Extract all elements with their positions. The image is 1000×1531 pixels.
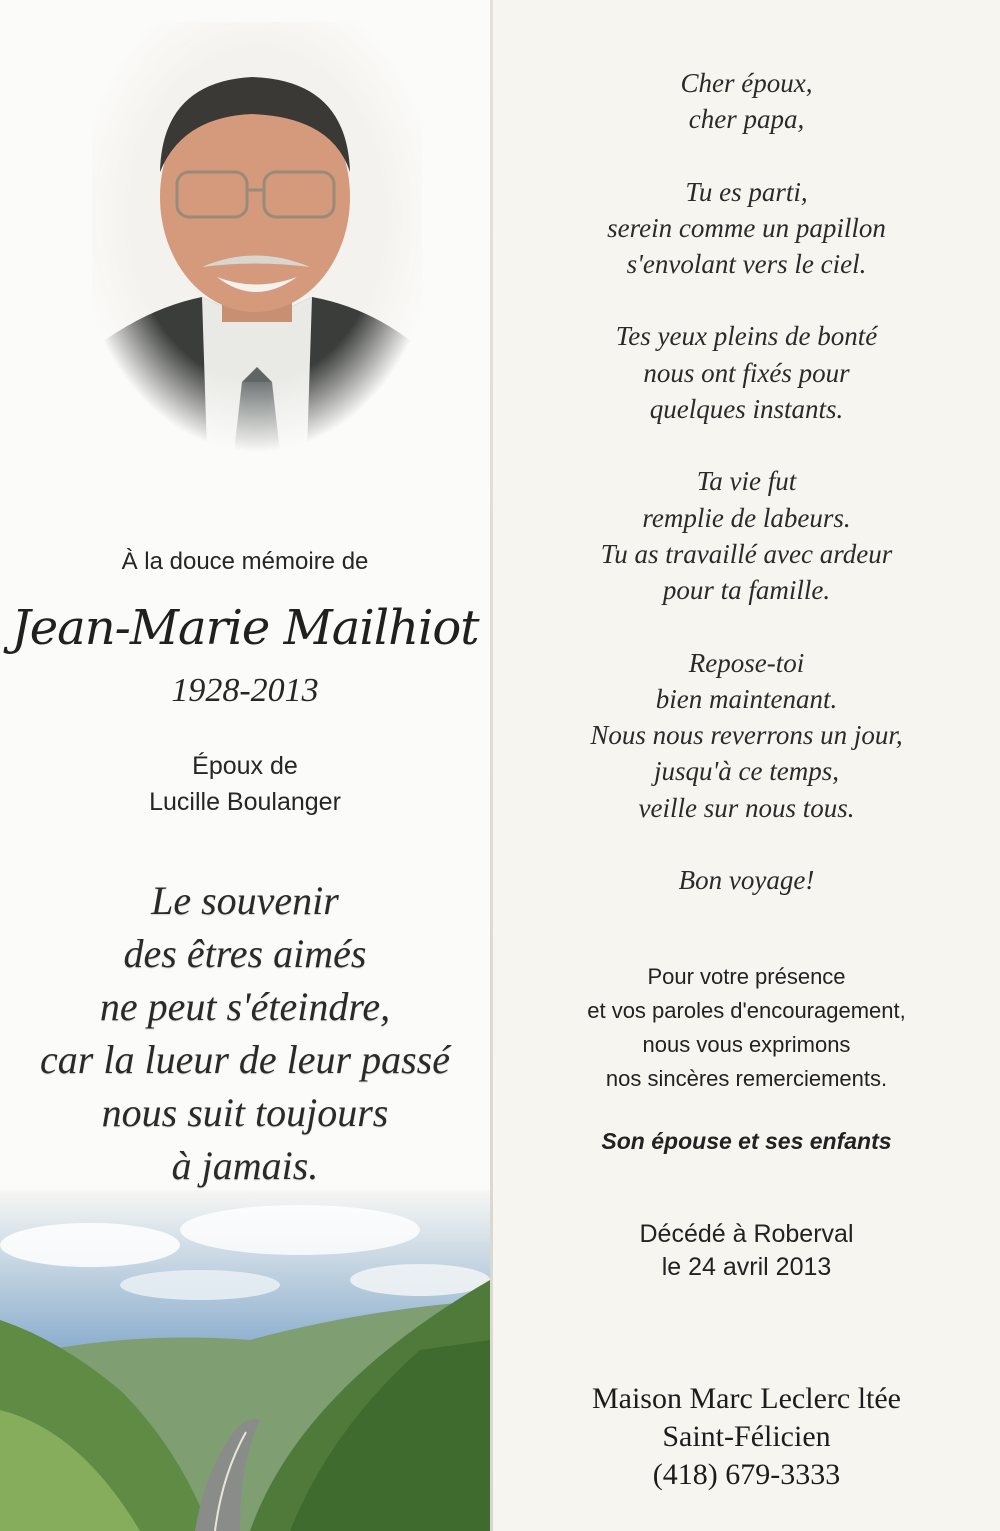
quote-line: Le souvenir bbox=[151, 878, 339, 923]
thanks-line: Pour votre présence bbox=[647, 964, 846, 989]
thanks-line: et vos paroles d'encouragement, bbox=[587, 998, 906, 1023]
poem-line: veille sur nous tous. bbox=[638, 792, 855, 823]
quote-line: car la lueur de leur passé bbox=[40, 1037, 450, 1082]
poem-stanza bbox=[493, 463, 1000, 608]
poem-line: Bon voyage! bbox=[678, 865, 815, 896]
poem-line: pour ta famille. bbox=[662, 575, 831, 606]
family-signature: Son épouse et ses enfants bbox=[601, 1128, 892, 1154]
portrait-photo bbox=[92, 22, 422, 452]
spouse-name: Lucille Boulanger bbox=[149, 788, 341, 816]
thanks-line: nous vous exprimons bbox=[642, 1032, 851, 1057]
poem bbox=[493, 65, 1000, 934]
poem-line: bien maintenant. bbox=[655, 683, 838, 714]
right-panel bbox=[493, 0, 1000, 1531]
thanks-line: nos sincères remerciements. bbox=[605, 1066, 888, 1091]
quote-line: ne peut s'éteindre, bbox=[99, 984, 391, 1029]
quote-line: nous suit toujours bbox=[101, 1090, 389, 1135]
funeral-home bbox=[493, 1380, 1000, 1494]
memory-line: À la douce mémoire de bbox=[121, 548, 369, 575]
poem-line: serein comme un papillon bbox=[607, 212, 886, 243]
poem-line: Tes yeux pleins de bonté bbox=[615, 321, 878, 352]
funeral-home-phone: (418) 679-3333 bbox=[652, 1458, 841, 1491]
death-info bbox=[493, 1218, 1000, 1284]
spouse-block bbox=[0, 748, 490, 820]
poem-line: s'envolant vers le ciel. bbox=[626, 249, 867, 280]
life-years: 1928-2013 bbox=[171, 672, 319, 709]
quote-line: des êtres aimés bbox=[123, 931, 367, 976]
poem-line: cher papa, bbox=[688, 104, 805, 135]
poem-stanza bbox=[493, 862, 1000, 898]
quote-line: à jamais. bbox=[171, 1143, 319, 1188]
poem-line: Nous nous reverrons un jour, bbox=[590, 720, 903, 751]
poem-line: nous ont fixés pour bbox=[643, 357, 850, 388]
left-panel bbox=[0, 0, 490, 1531]
spouse-label: Époux de bbox=[192, 752, 298, 780]
poem-stanza bbox=[493, 318, 1000, 427]
poem-line: remplie de labeurs. bbox=[642, 502, 851, 533]
poem-stanza bbox=[493, 65, 1000, 138]
thanks-message bbox=[493, 960, 1000, 1096]
poem-line: quelques instants. bbox=[649, 394, 844, 425]
funeral-home-city: Saint-Félicien bbox=[662, 1420, 831, 1453]
poem-stanza bbox=[493, 174, 1000, 283]
deceased-name: Jean-Marie Mailhiot bbox=[11, 600, 479, 656]
poem-stanza bbox=[493, 645, 1000, 826]
poem-line: Tu es parti, bbox=[685, 176, 808, 207]
poem-line: Tu as travaillé avec ardeur bbox=[600, 538, 893, 569]
memorial-quote bbox=[0, 874, 490, 1192]
death-date: le 24 avril 2013 bbox=[661, 1253, 832, 1281]
poem-line: Cher époux, bbox=[680, 68, 813, 98]
poem-line: jusqu'à ce temps, bbox=[654, 756, 839, 787]
death-place: Décédé à Roberval bbox=[639, 1220, 854, 1248]
funeral-home-name: Maison Marc Leclerc ltée bbox=[591, 1382, 901, 1415]
poem-line: Ta vie fut bbox=[696, 466, 797, 497]
landscape-image bbox=[0, 1190, 490, 1531]
poem-line: Repose-toi bbox=[688, 647, 805, 678]
